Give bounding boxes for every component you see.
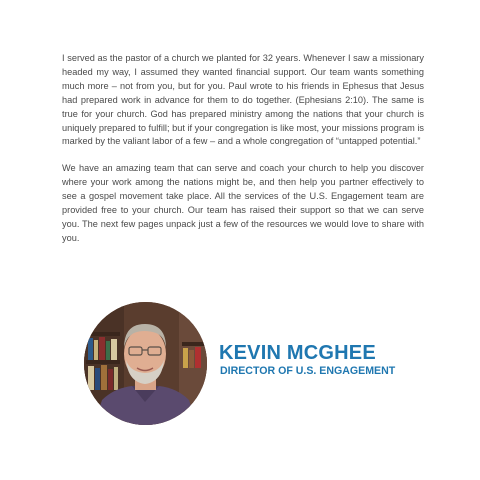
author-photo [84, 302, 207, 425]
paragraph-1: I served as the pastor of a church we planted for 32 years. Whenever I saw a missionary headed my way, I assumed they wanted financial support. Our team wants something much more – not from you, but for you. Paul wrote to his friends in Ephesus that Jesus had prepared work in advance for them to do together. (Ephesians 2:10). The same is true for your church. God has prepared ministry among the nations that your church is uniquely prepared to fulfill; but if your congregation is like most, your missions program is marked by the valiant labor of a few – and a whole congregation of “untapped potential.” [62, 53, 424, 147]
paragraph-2: We have an amazing team that can serve and coach your church to help you discover where your work among the nations might be, and then help you partner effectively to see a gospel movement take place. All the services of the U.S. Engagement team are provided free to your church. Our team has raised their support so that we can serve you. The next few pages unpack just a few of the resources we would love to share with you. [62, 163, 424, 243]
author-name: KEVIN MCGHEE [219, 342, 376, 364]
author-signature-block [84, 302, 424, 426]
author-title: DIRECTOR OF U.S. ENGAGEMENT [220, 365, 396, 377]
portrait-photo-icon [84, 302, 207, 425]
letter-body [62, 52, 424, 259]
